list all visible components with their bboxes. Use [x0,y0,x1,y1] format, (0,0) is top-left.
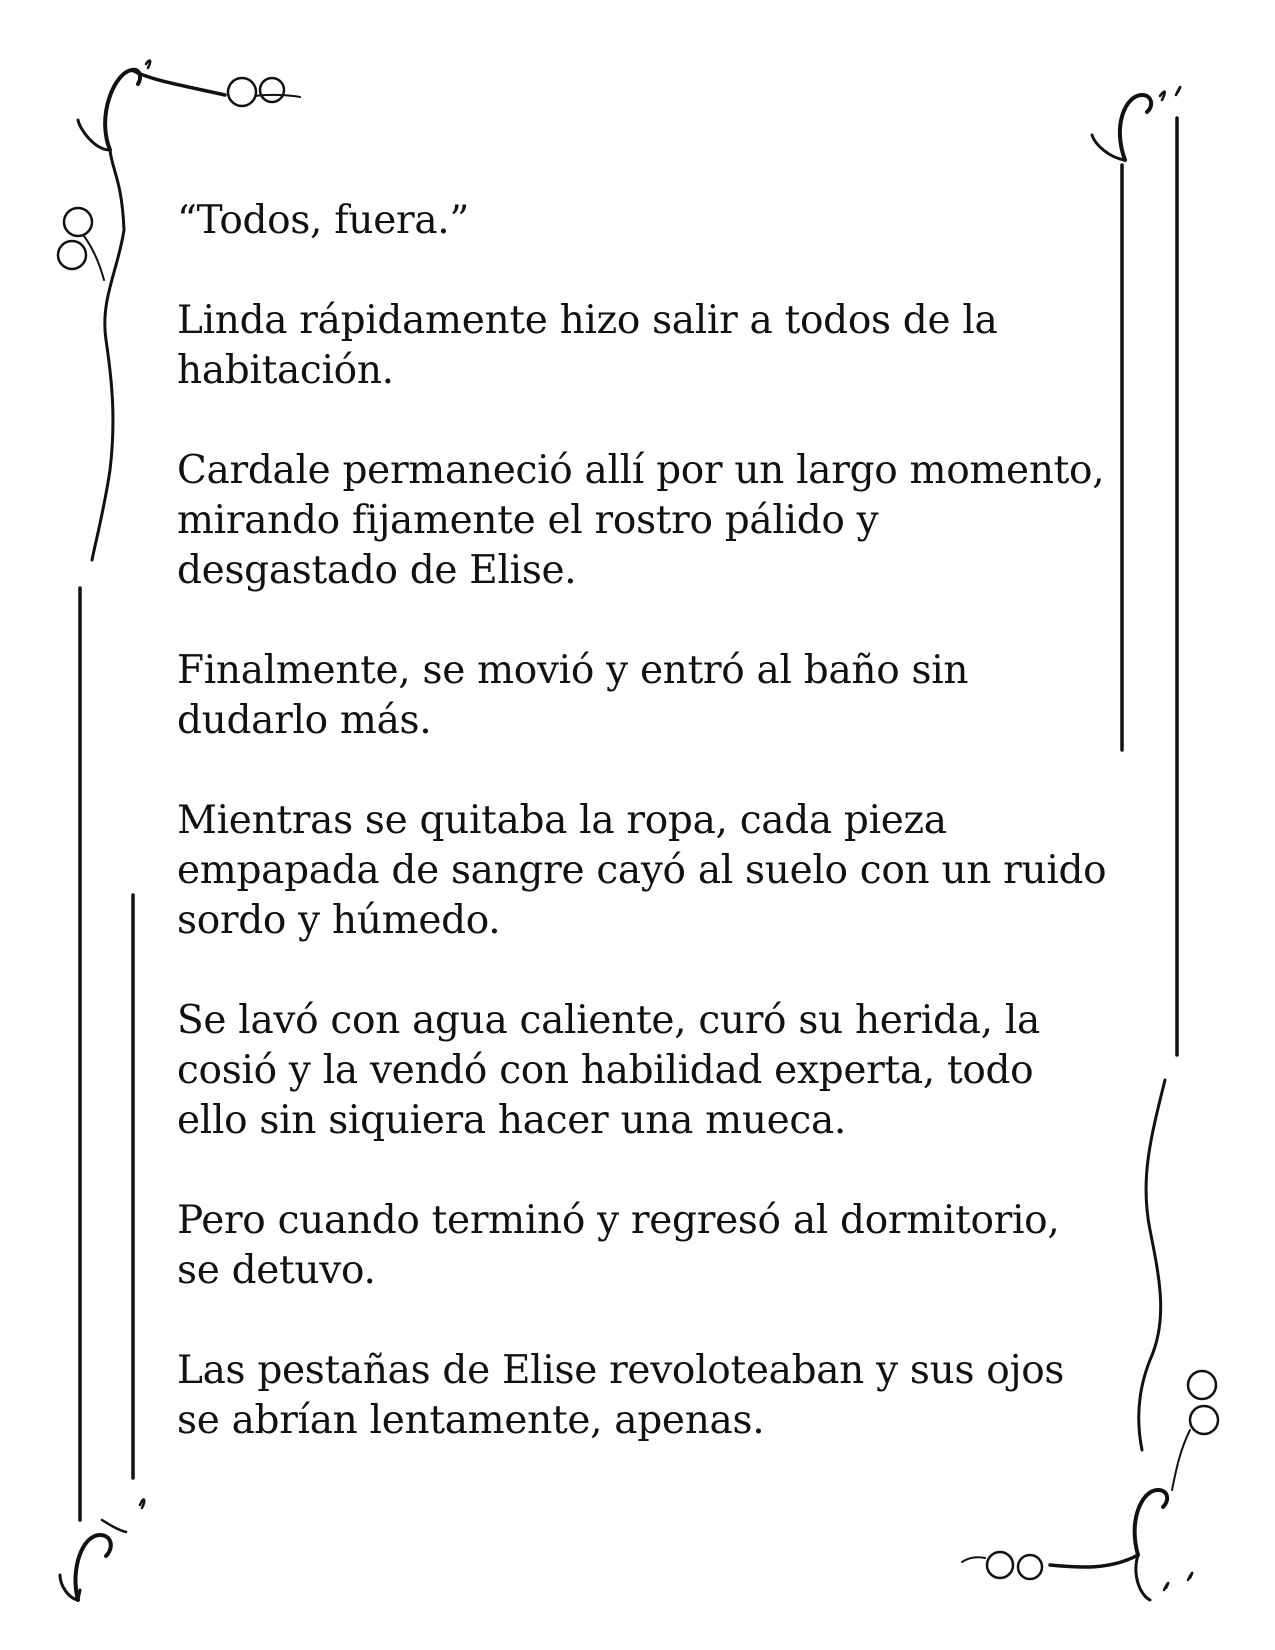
paragraph: Cardale permaneció allí por un largo momento, mirando fijamente el rostro pálido y desgastado de Elise. [177,448,1105,593]
paragraph: Se lavó con agua caliente, curó su herida, la cosió y la vendó con habilidad experta, todo ello sin siquiera hacer una mueca. [177,998,1040,1143]
paragraph: Linda rápidamente hizo salir a todos de la habitación. [177,298,998,393]
top-right-flourish [1092,87,1180,160]
paragraph: Mientras se quitaba la ropa, cada pieza empapada de sangre cayó al suelo con un ruido sordo y húmedo. [177,798,1107,943]
paragraph: Finalmente, se movió y entró al baño sin dudarlo más. [177,648,969,743]
paragraph: “Todos, fuera.” [177,198,470,243]
story-text [177,196,1107,1496]
paragraph: Pero cuando terminó y regresó al dormitorio, se detuvo. [177,1198,1060,1293]
bottom-left-flourish [60,1499,144,1600]
paragraph: Las pestañas de Elise revoloteaban y sus ojos se abrían lentamente, apenas. [177,1348,1065,1443]
